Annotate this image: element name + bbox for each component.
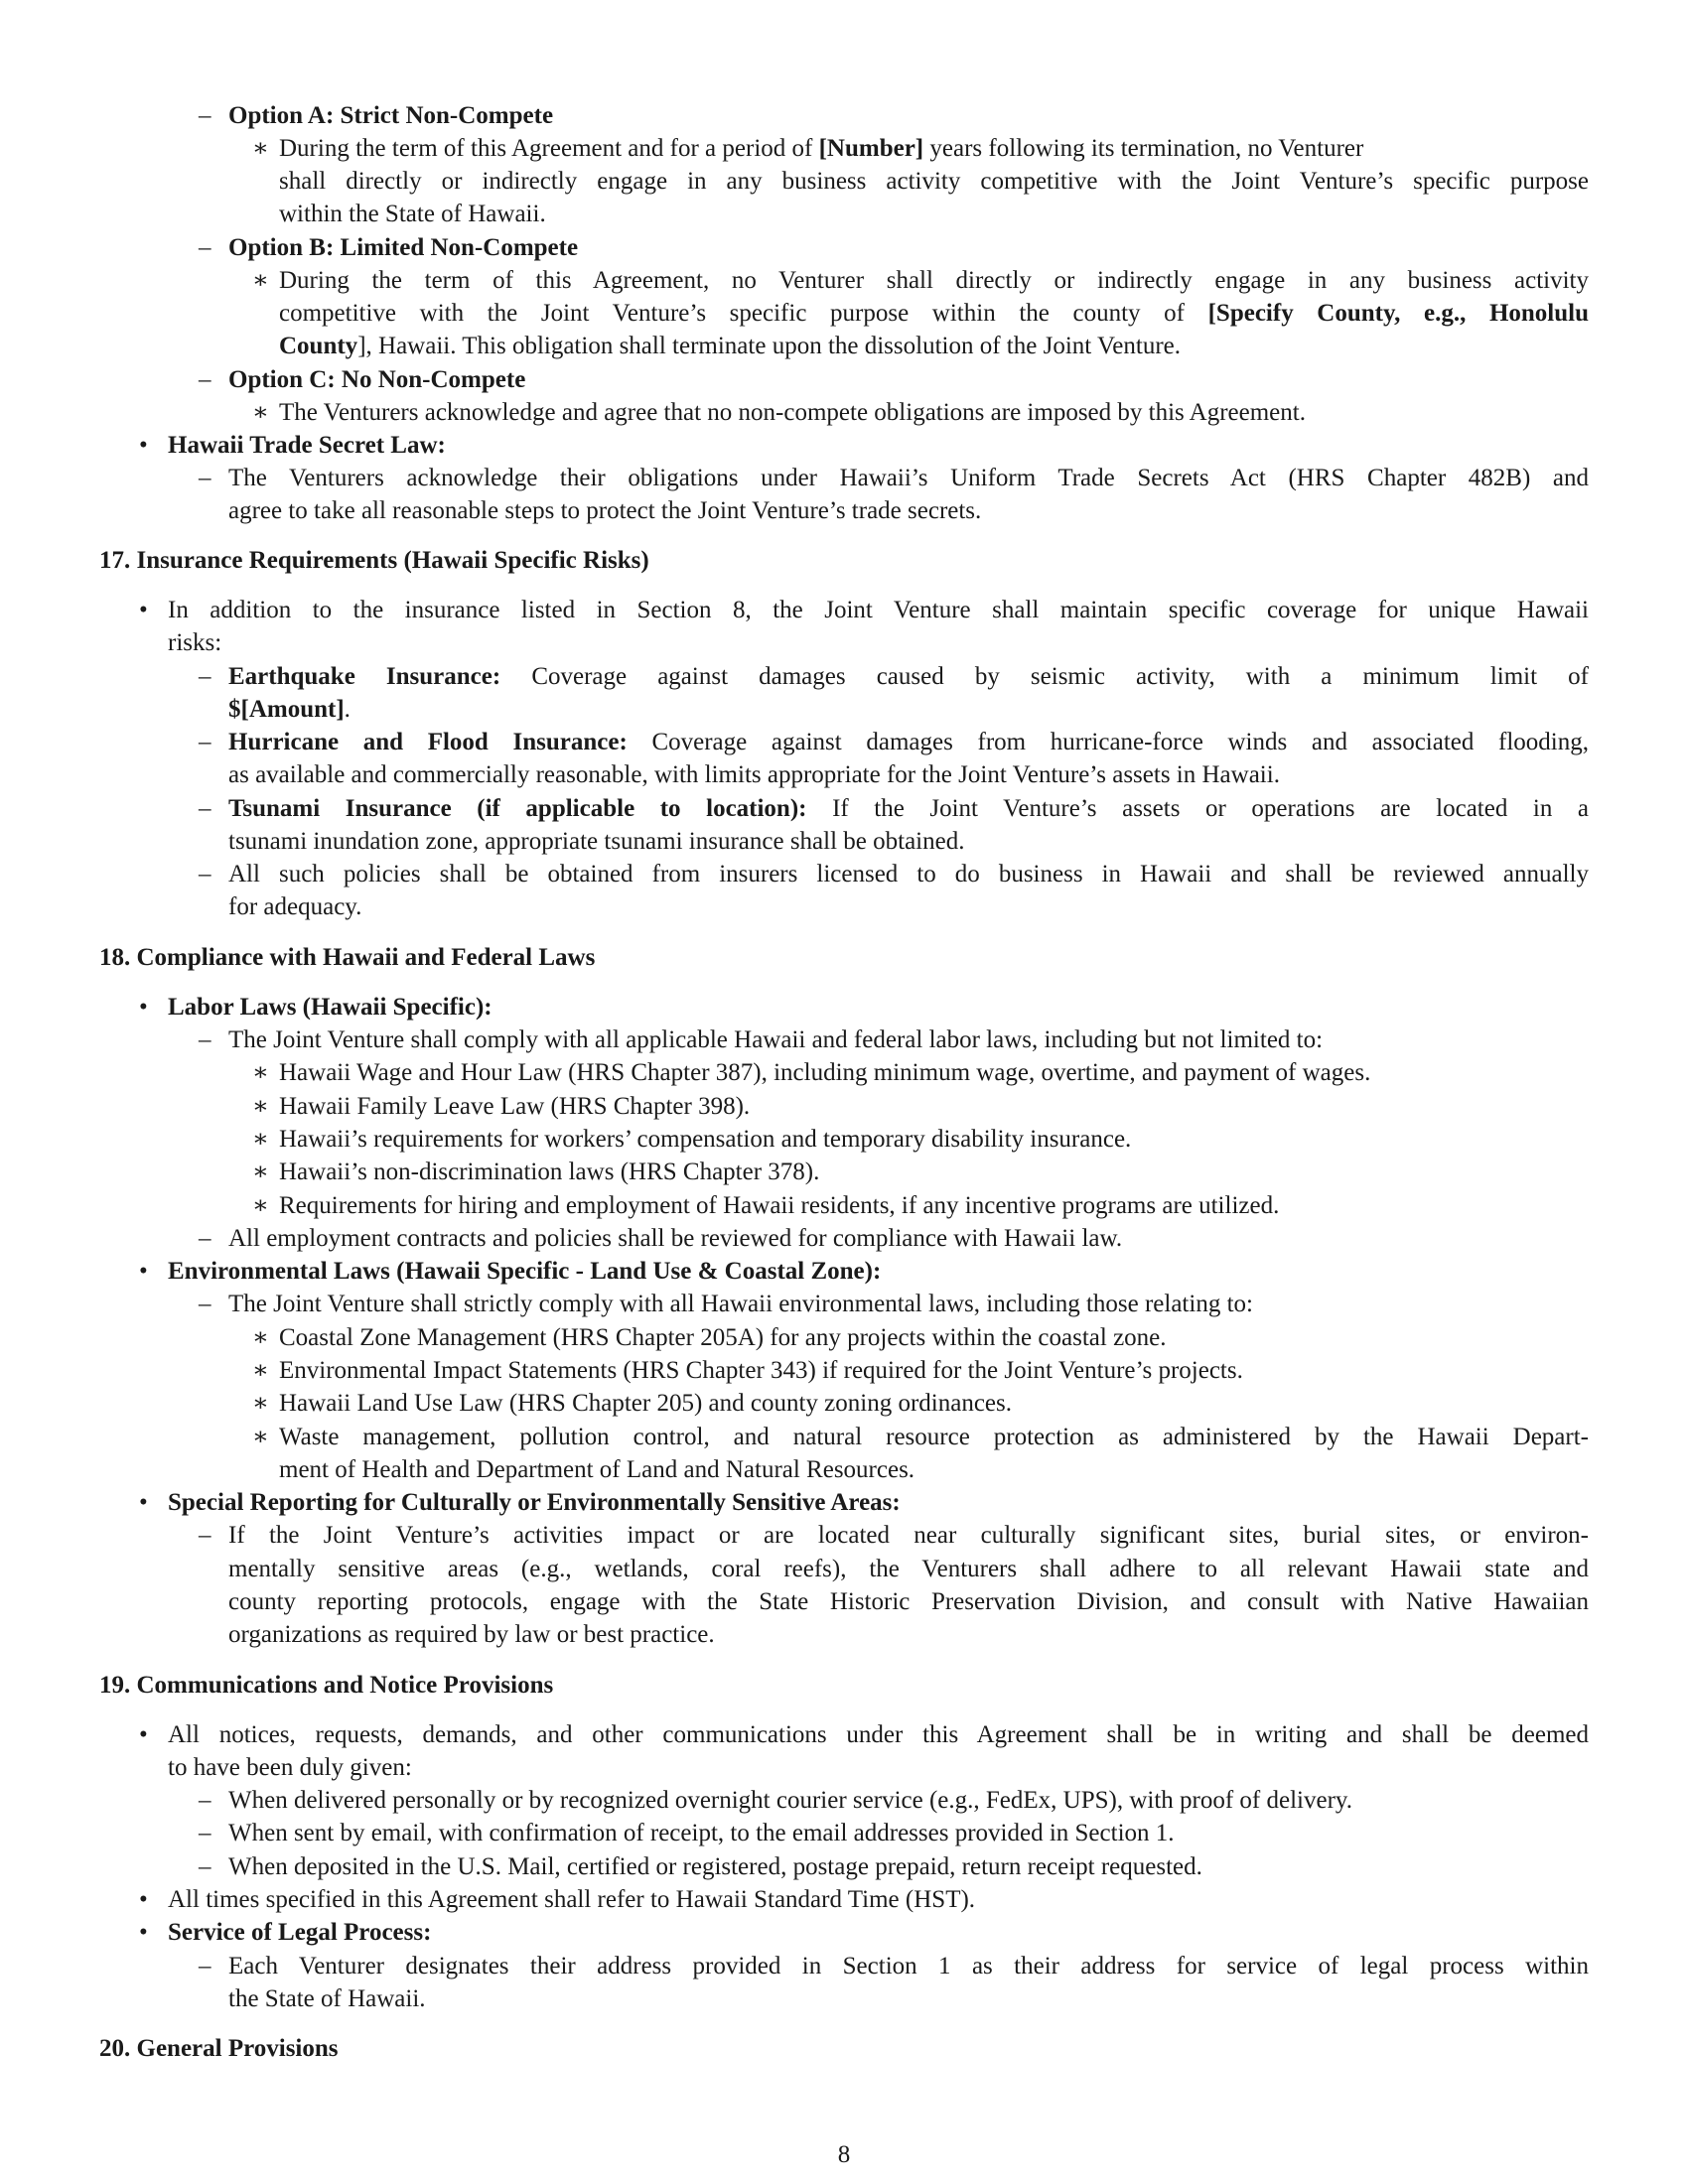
labor-item: Hawaii’s requirements for workers’ compensation and temporary disability insurance. (279, 1126, 1132, 1153)
special-reporting-line4: organizations as required by law or best practice. (228, 1621, 715, 1648)
dash-marker: – (199, 795, 211, 822)
delivery-item: When deposited in the U.S. Mail, certified or registered, postage prepaid, return receipt requested. (228, 1853, 1202, 1880)
delivery-item: When sent by email, with confirmation of receipt, to the email addresses provided in Section 1. (228, 1820, 1175, 1846)
bullet-marker: • (139, 1721, 148, 1748)
dash-marker: – (199, 861, 211, 887)
service-of-process-line2: the State of Hawaii. (228, 1985, 426, 2012)
tsunami-line2: tsunami inundation zone, appropriate tsunami insurance shall be obtained. (228, 828, 965, 855)
star-marker: ∗ (252, 1093, 269, 1120)
bullet-marker: • (139, 1919, 148, 1946)
dash-marker: – (199, 1522, 211, 1549)
environmental-item: Environmental Impact Statements (HRS Chapter 343) if required for the Joint Venture’s projects. (279, 1357, 1243, 1384)
bullet-marker: • (139, 1489, 148, 1516)
sec17-intro-line2: risks: (168, 629, 222, 656)
environmental-waste-line1: Waste management, pollution control, and natural resource protection as administered by the Hawaii Depart- (279, 1424, 1589, 1450)
delivery-item: When delivered personally or by recognized overnight courier service (e.g., FedEx, UPS), with proof of delivery. (228, 1787, 1353, 1814)
environmental-waste-line2: ment of Health and Department of Land and Natural Resources. (279, 1456, 915, 1483)
bullet-marker: • (139, 597, 148, 623)
option-a-title: Option A: Strict Non-Compete (228, 102, 554, 129)
option-b-title: Option B: Limited Non-Compete (228, 234, 579, 261)
star-marker: ∗ (252, 1357, 269, 1384)
environmental-intro: The Joint Venture shall strictly comply with all Hawaii environmental laws, including those relating to: (228, 1291, 1253, 1317)
environmental-laws-title: Environmental Laws (Hawaii Specific - Land Use & Coastal Zone): (168, 1258, 882, 1285)
bullet-marker: • (139, 432, 148, 459)
dash-marker: – (199, 102, 211, 129)
star-marker: ∗ (252, 1192, 269, 1219)
earthquake-line2: $[Amount]. (228, 696, 351, 723)
labor-item: Hawaii Family Leave Law (HRS Chapter 398). (279, 1093, 751, 1120)
policies-line1: All such policies shall be obtained from insurers licensed to do business in Hawaii and shall be reviewed annually (228, 861, 1589, 887)
notices-line2: to have been duly given: (168, 1754, 412, 1781)
option-b-text-line1: During the term of this Agreement, no Venturer shall directly or indirectly engage in any business activity (279, 267, 1589, 294)
star-marker: ∗ (252, 1159, 269, 1185)
bullet-marker: • (139, 1258, 148, 1285)
dash-marker: – (199, 1026, 211, 1053)
star-marker: ∗ (252, 135, 269, 162)
bullet-marker: • (139, 994, 148, 1021)
dash-marker: – (199, 729, 211, 755)
dash-marker: – (199, 1820, 211, 1846)
hurricane-line1: Hurricane and Flood Insurance: Coverage against damages from hurricane-force winds and associated flooding, (228, 729, 1590, 755)
special-reporting-title: Special Reporting for Culturally or Environmentally Sensitive Areas: (168, 1489, 901, 1516)
service-of-process-title: Service of Legal Process: (168, 1919, 432, 1946)
labor-laws-title: Labor Laws (Hawaii Specific): (168, 994, 492, 1021)
dash-marker: – (199, 663, 211, 690)
notices-line1: All notices, requests, demands, and other communications under this Agreement shall be in writing and shall be deemed (168, 1721, 1589, 1748)
dash-marker: – (199, 1225, 211, 1252)
dash-marker: – (199, 1291, 211, 1317)
sec17-intro-line1: In addition to the insurance listed in Section 8, the Joint Venture shall maintain specific coverage for unique Hawaii (168, 597, 1589, 623)
star-marker: ∗ (252, 267, 269, 294)
special-reporting-line1: If the Joint Venture’s activities impact or are located near culturally significant sites, burial sites, or environ- (228, 1522, 1589, 1549)
option-a-text-line3: within the State of Hawaii. (279, 201, 546, 227)
environmental-item: Coastal Zone Management (HRS Chapter 205A) for any projects within the coastal zone. (279, 1324, 1167, 1351)
times-hst: All times specified in this Agreement shall refer to Hawaii Standard Time (HST). (168, 1886, 976, 1913)
star-marker: ∗ (252, 1126, 269, 1153)
labor-intro: The Joint Venture shall comply with all applicable Hawaii and federal labor laws, including but not limited to: (228, 1026, 1324, 1053)
earthquake-line1: Earthquake Insurance: Coverage against damages caused by seismic activity, with a minimum limit of (228, 663, 1589, 690)
option-b-text-line2: competitive with the Joint Venture’s specific purpose within the county of [Specify County, e.g., Honolulu (279, 300, 1589, 327)
dash-marker: – (199, 1787, 211, 1814)
section-19-heading: 19. Communications and Notice Provisions (99, 1672, 554, 1699)
star-marker: ∗ (252, 1390, 269, 1417)
labor-item: Hawaii Wage and Hour Law (HRS Chapter 387), including minimum wage, overtime, and payment of wages. (279, 1059, 1371, 1086)
section-18-heading: 18. Compliance with Hawaii and Federal Laws (99, 944, 596, 971)
star-marker: ∗ (252, 399, 269, 426)
dash-marker: – (199, 234, 211, 261)
dash-marker: – (199, 1853, 211, 1880)
hurricane-line2: as available and commercially reasonable, with limits appropriate for the Joint Venture’s assets in Hawaii. (228, 761, 1280, 788)
dash-marker: – (199, 465, 211, 491)
star-marker: ∗ (252, 1059, 269, 1086)
special-reporting-line3: county reporting protocols, engage with the State Historic Preservation Division, and consult with Native Hawaiian (228, 1588, 1589, 1615)
labor-item: Hawaii’s non-discrimination laws (HRS Chapter 378). (279, 1159, 820, 1185)
page-number: 8 (837, 2141, 851, 2168)
bullet-marker: • (139, 1886, 148, 1913)
option-b-text-line3: County], Hawaii. This obligation shall terminate upon the dissolution of the Joint Venture. (279, 333, 1182, 359)
trade-secret-line2: agree to take all reasonable steps to protect the Joint Venture’s trade secrets. (228, 497, 982, 524)
labor-review: All employment contracts and policies shall be reviewed for compliance with Hawaii law. (228, 1225, 1123, 1252)
option-c-title: Option C: No Non-Compete (228, 366, 526, 393)
policies-line2: for adequacy. (228, 893, 362, 920)
option-a-text-line1: During the term of this Agreement and for a period of [Number] years following its termination, no Venturer (279, 135, 1364, 162)
section-17-heading: 17. Insurance Requirements (Hawaii Specific Risks) (99, 547, 649, 574)
dash-marker: – (199, 1953, 211, 1979)
section-20-heading: 20. General Provisions (99, 2035, 339, 2062)
star-marker: ∗ (252, 1424, 269, 1450)
dash-marker: – (199, 366, 211, 393)
option-a-text-line2: shall directly or indirectly engage in any business activity competitive with the Joint Venture’s specific purpose (279, 168, 1589, 195)
service-of-process-line1: Each Venturer designates their address provided in Section 1 as their address for service of legal process within (228, 1953, 1589, 1979)
special-reporting-line2: mentally sensitive areas (e.g., wetlands, coral reefs), the Venturers shall adhere to all relevant Hawaii state and (228, 1556, 1589, 1582)
option-c-text: The Venturers acknowledge and agree that no non-compete obligations are imposed by this Agreement. (279, 399, 1306, 426)
trade-secret-line1: The Venturers acknowledge their obligations under Hawaii’s Uniform Trade Secrets Act (HRS Chapter 482B) and (228, 465, 1589, 491)
trade-secret-title: Hawaii Trade Secret Law: (168, 432, 446, 459)
star-marker: ∗ (252, 1324, 269, 1351)
environmental-item: Hawaii Land Use Law (HRS Chapter 205) and county zoning ordinances. (279, 1390, 1013, 1417)
tsunami-line1: Tsunami Insurance (if applicable to location): If the Joint Venture’s assets or operations are located in a (228, 795, 1589, 822)
labor-item: Requirements for hiring and employment of Hawaii residents, if any incentive programs are utilized. (279, 1192, 1280, 1219)
